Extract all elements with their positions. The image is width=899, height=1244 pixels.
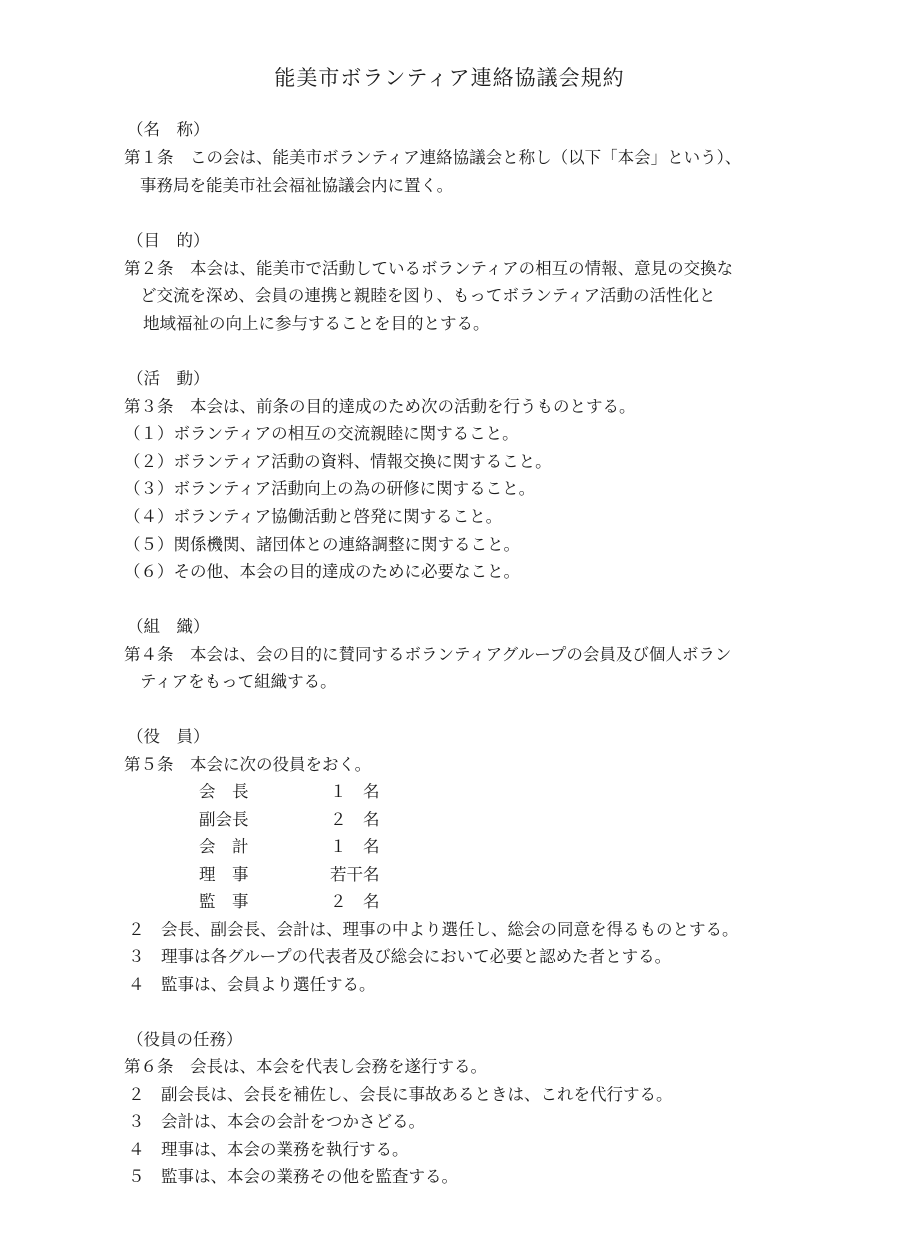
officer-role-name: 会 長 (199, 782, 249, 801)
activity-item-4: （４）ボランティア協働活動と啓発に関すること。 (124, 507, 503, 526)
officer-role-name: 理 事 (199, 865, 249, 884)
article-6-clause-4: ４ 理事は、本会の業務を執行する。 (128, 1140, 409, 1159)
officer-role-name: 会 計 (199, 837, 249, 856)
article-5-clause-2: ２ 会長、副会長、会計は、理事の中より選任し、総会の同意を得るものとする。 (128, 920, 739, 939)
officer-role-count: １ 名 (330, 837, 380, 856)
article-6-clause-3: ３ 会計は、本会の会計をつかさどる。 (128, 1112, 425, 1131)
officer-role-name: 副会長 (199, 810, 249, 829)
article-1-line-1: 第１条 この会は、能美市ボランティア連絡協議会と称し（以下「本会」という）、 (124, 148, 742, 167)
document-title: 能美市ボランティア連絡協議会規約 (274, 66, 625, 90)
article-2-line-3: 地域福祉の向上に参与することを目的とする。 (143, 314, 490, 333)
article-6-clause-2: ２ 副会長は、会長を補佐し、会長に事故あるときは、これを代行する。 (128, 1085, 673, 1104)
article-1-line-2: 事務局を能美市社会福祉協議会内に置く。 (140, 176, 454, 195)
section-heading-name: （名 称） (127, 120, 210, 139)
article-5-clause-3: ３ 理事は各グループの代表者及び総会において必要と認めた者とする。 (128, 947, 672, 966)
officer-role-count: １ 名 (330, 782, 380, 801)
article-3-line-1: 第３条 本会は、前条の目的達成のため次の活動を行うものとする。 (124, 397, 636, 416)
activity-item-2: （２）ボランティア活動の資料、情報交換に関すること。 (124, 452, 552, 471)
officer-role-count: ２ 名 (330, 892, 380, 911)
activity-item-5: （５）関係機関、諸団体との連絡調整に関すること。 (124, 535, 520, 554)
activity-item-1: （１）ボランティアの相互の交流親睦に関すること。 (124, 424, 519, 443)
officer-role-count: ２ 名 (330, 810, 380, 829)
section-heading-organization: （組 織） (127, 617, 210, 636)
activity-item-3: （３）ボランティア活動向上の為の研修に関すること。 (124, 479, 536, 498)
section-heading-officer-duties: （役員の任務） (127, 1030, 243, 1049)
section-heading-purpose: （目 的） (127, 231, 210, 250)
officer-role-name: 監 事 (199, 892, 249, 911)
article-2-line-1: 第２条 本会は、能美市で活動しているボランティアの相互の情報、意見の交換な (124, 259, 734, 278)
officer-role-count: 若干名 (330, 865, 380, 884)
activity-item-6: （６）その他、本会の目的達成のために必要なこと。 (124, 562, 520, 581)
section-heading-activities: （活 動） (127, 369, 210, 388)
section-heading-officers: （役 員） (127, 727, 210, 746)
article-4-line-1: 第４条 本会は、会の目的に賛同するボランティアグループの会員及び個人ボラン (124, 645, 732, 664)
article-6-clause-5: ５ 監事は、本会の業務その他を監査する。 (128, 1167, 458, 1186)
article-5-clause-4: ４ 監事は、会員より選任する。 (128, 975, 376, 994)
article-6-line-1: 第６条 会長は、本会を代表し会務を遂行する。 (124, 1057, 487, 1076)
article-2-line-2: ど交流を深め、会員の連携と親睦を図り、もってボランティア活動の活性化と (140, 286, 716, 305)
article-5-line-1: 第５条 本会に次の役員をおく。 (124, 755, 372, 774)
article-4-line-2: ティアをもって組織する。 (140, 672, 337, 691)
